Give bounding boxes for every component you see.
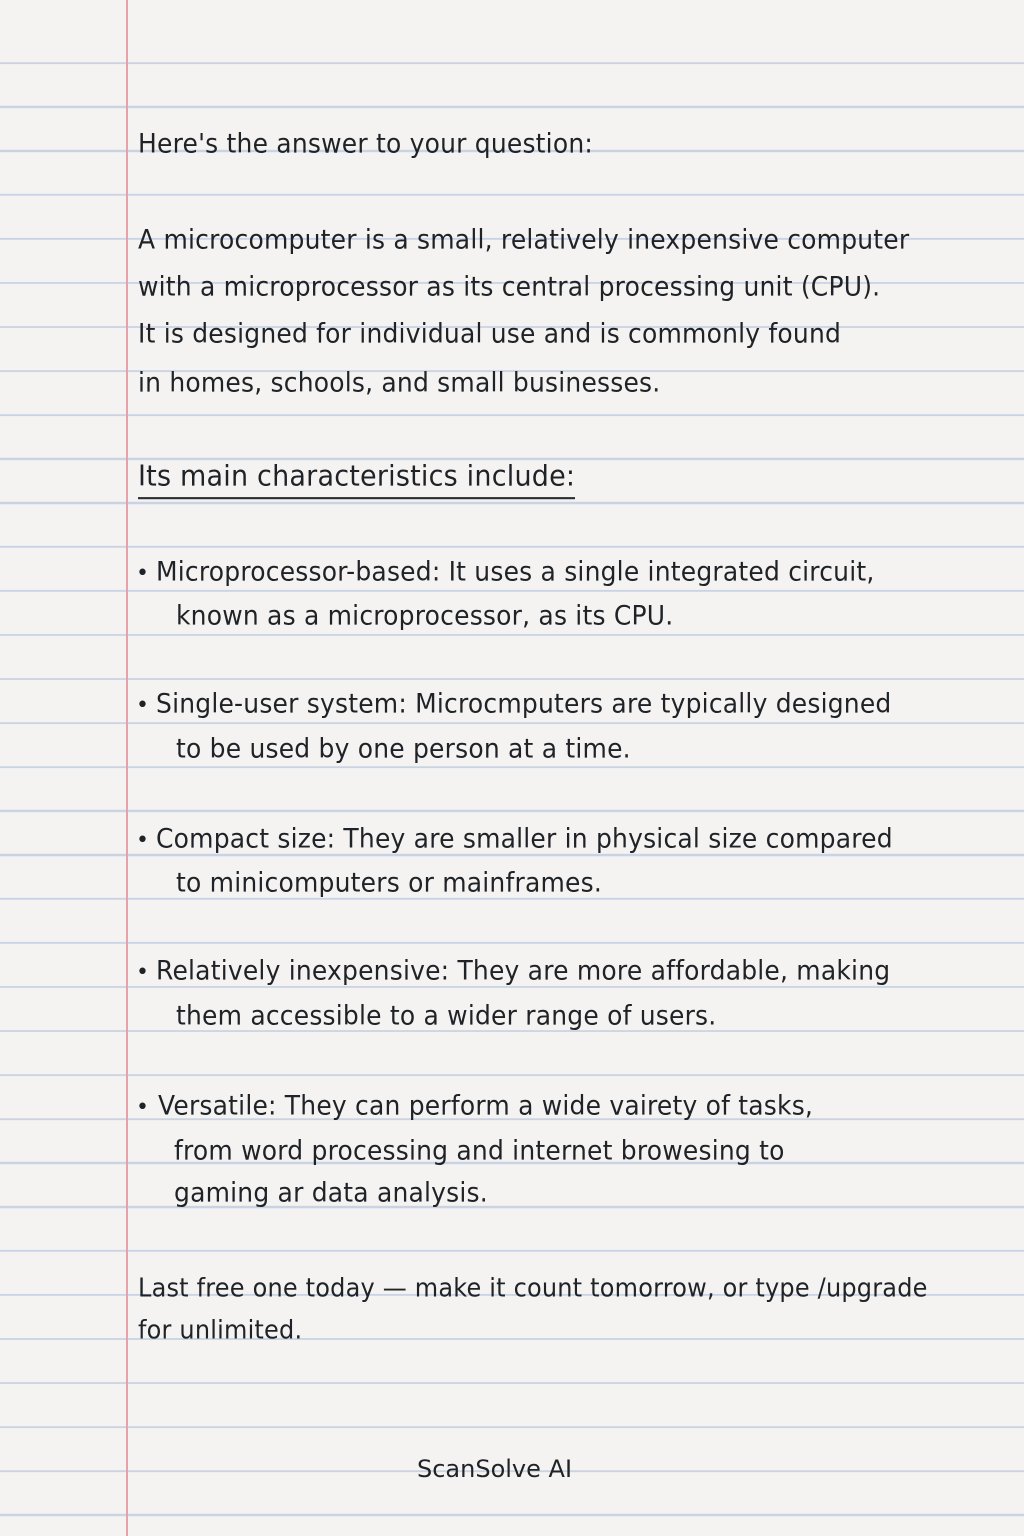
characteristic-2-line-2: to be used by one person at a time. <box>176 733 631 764</box>
bullet-dot-3: • <box>136 828 149 853</box>
bullet-dot-5: • <box>136 1095 149 1120</box>
characteristic-5-line-3: gaming ar data analysis. <box>174 1177 488 1208</box>
characteristic-5-line-2: from word processing and internet browesing to <box>174 1135 785 1166</box>
characteristic-3-line-1: Compact size: They are smaller in physical size compared <box>156 823 893 854</box>
characteristics-heading: Its main characteristics include: <box>138 460 575 499</box>
characteristic-4-line-2: them accessible to a wider range of users. <box>176 1000 717 1031</box>
footer-note-line-1: Last free one today — make it count tomorrow, or type /upgrade <box>138 1273 928 1303</box>
characteristic-3-line-2: to minicomputers or mainframes. <box>176 867 602 898</box>
footer-note-line-2: for unlimited. <box>138 1315 303 1345</box>
intro-line: Here's the answer to your question: <box>138 128 593 159</box>
definition-line-4: in homes, schools, and small businesses. <box>138 367 661 398</box>
notebook-margin-line <box>126 0 128 1536</box>
bullet-dot-2: • <box>136 693 149 718</box>
bullet-dot-4: • <box>136 960 149 985</box>
definition-line-3: It is designed for individual use and is commonly found <box>138 318 842 349</box>
definition-line-2: with a microprocessor as its central processing unit (CPU). <box>138 271 881 302</box>
bullet-dot-1: • <box>136 561 149 586</box>
characteristic-1-line-2: known as a microprocessor, as its CPU. <box>176 600 674 631</box>
scansolve-signature: ScanSolve AI <box>417 1455 573 1483</box>
characteristic-4-line-1: Relatively inexpensive: They are more affordable, making <box>156 955 891 986</box>
characteristic-2-line-1: Single-user system: Microcmputers are typically designed <box>156 688 892 719</box>
definition-line-1: A microcomputer is a small, relatively inexpensive computer <box>138 224 910 255</box>
characteristic-1-line-1: Microprocessor-based: It uses a single integrated circuit, <box>156 556 875 587</box>
characteristic-5-line-1: Versatile: They can perform a wide vairety of tasks, <box>158 1090 814 1121</box>
